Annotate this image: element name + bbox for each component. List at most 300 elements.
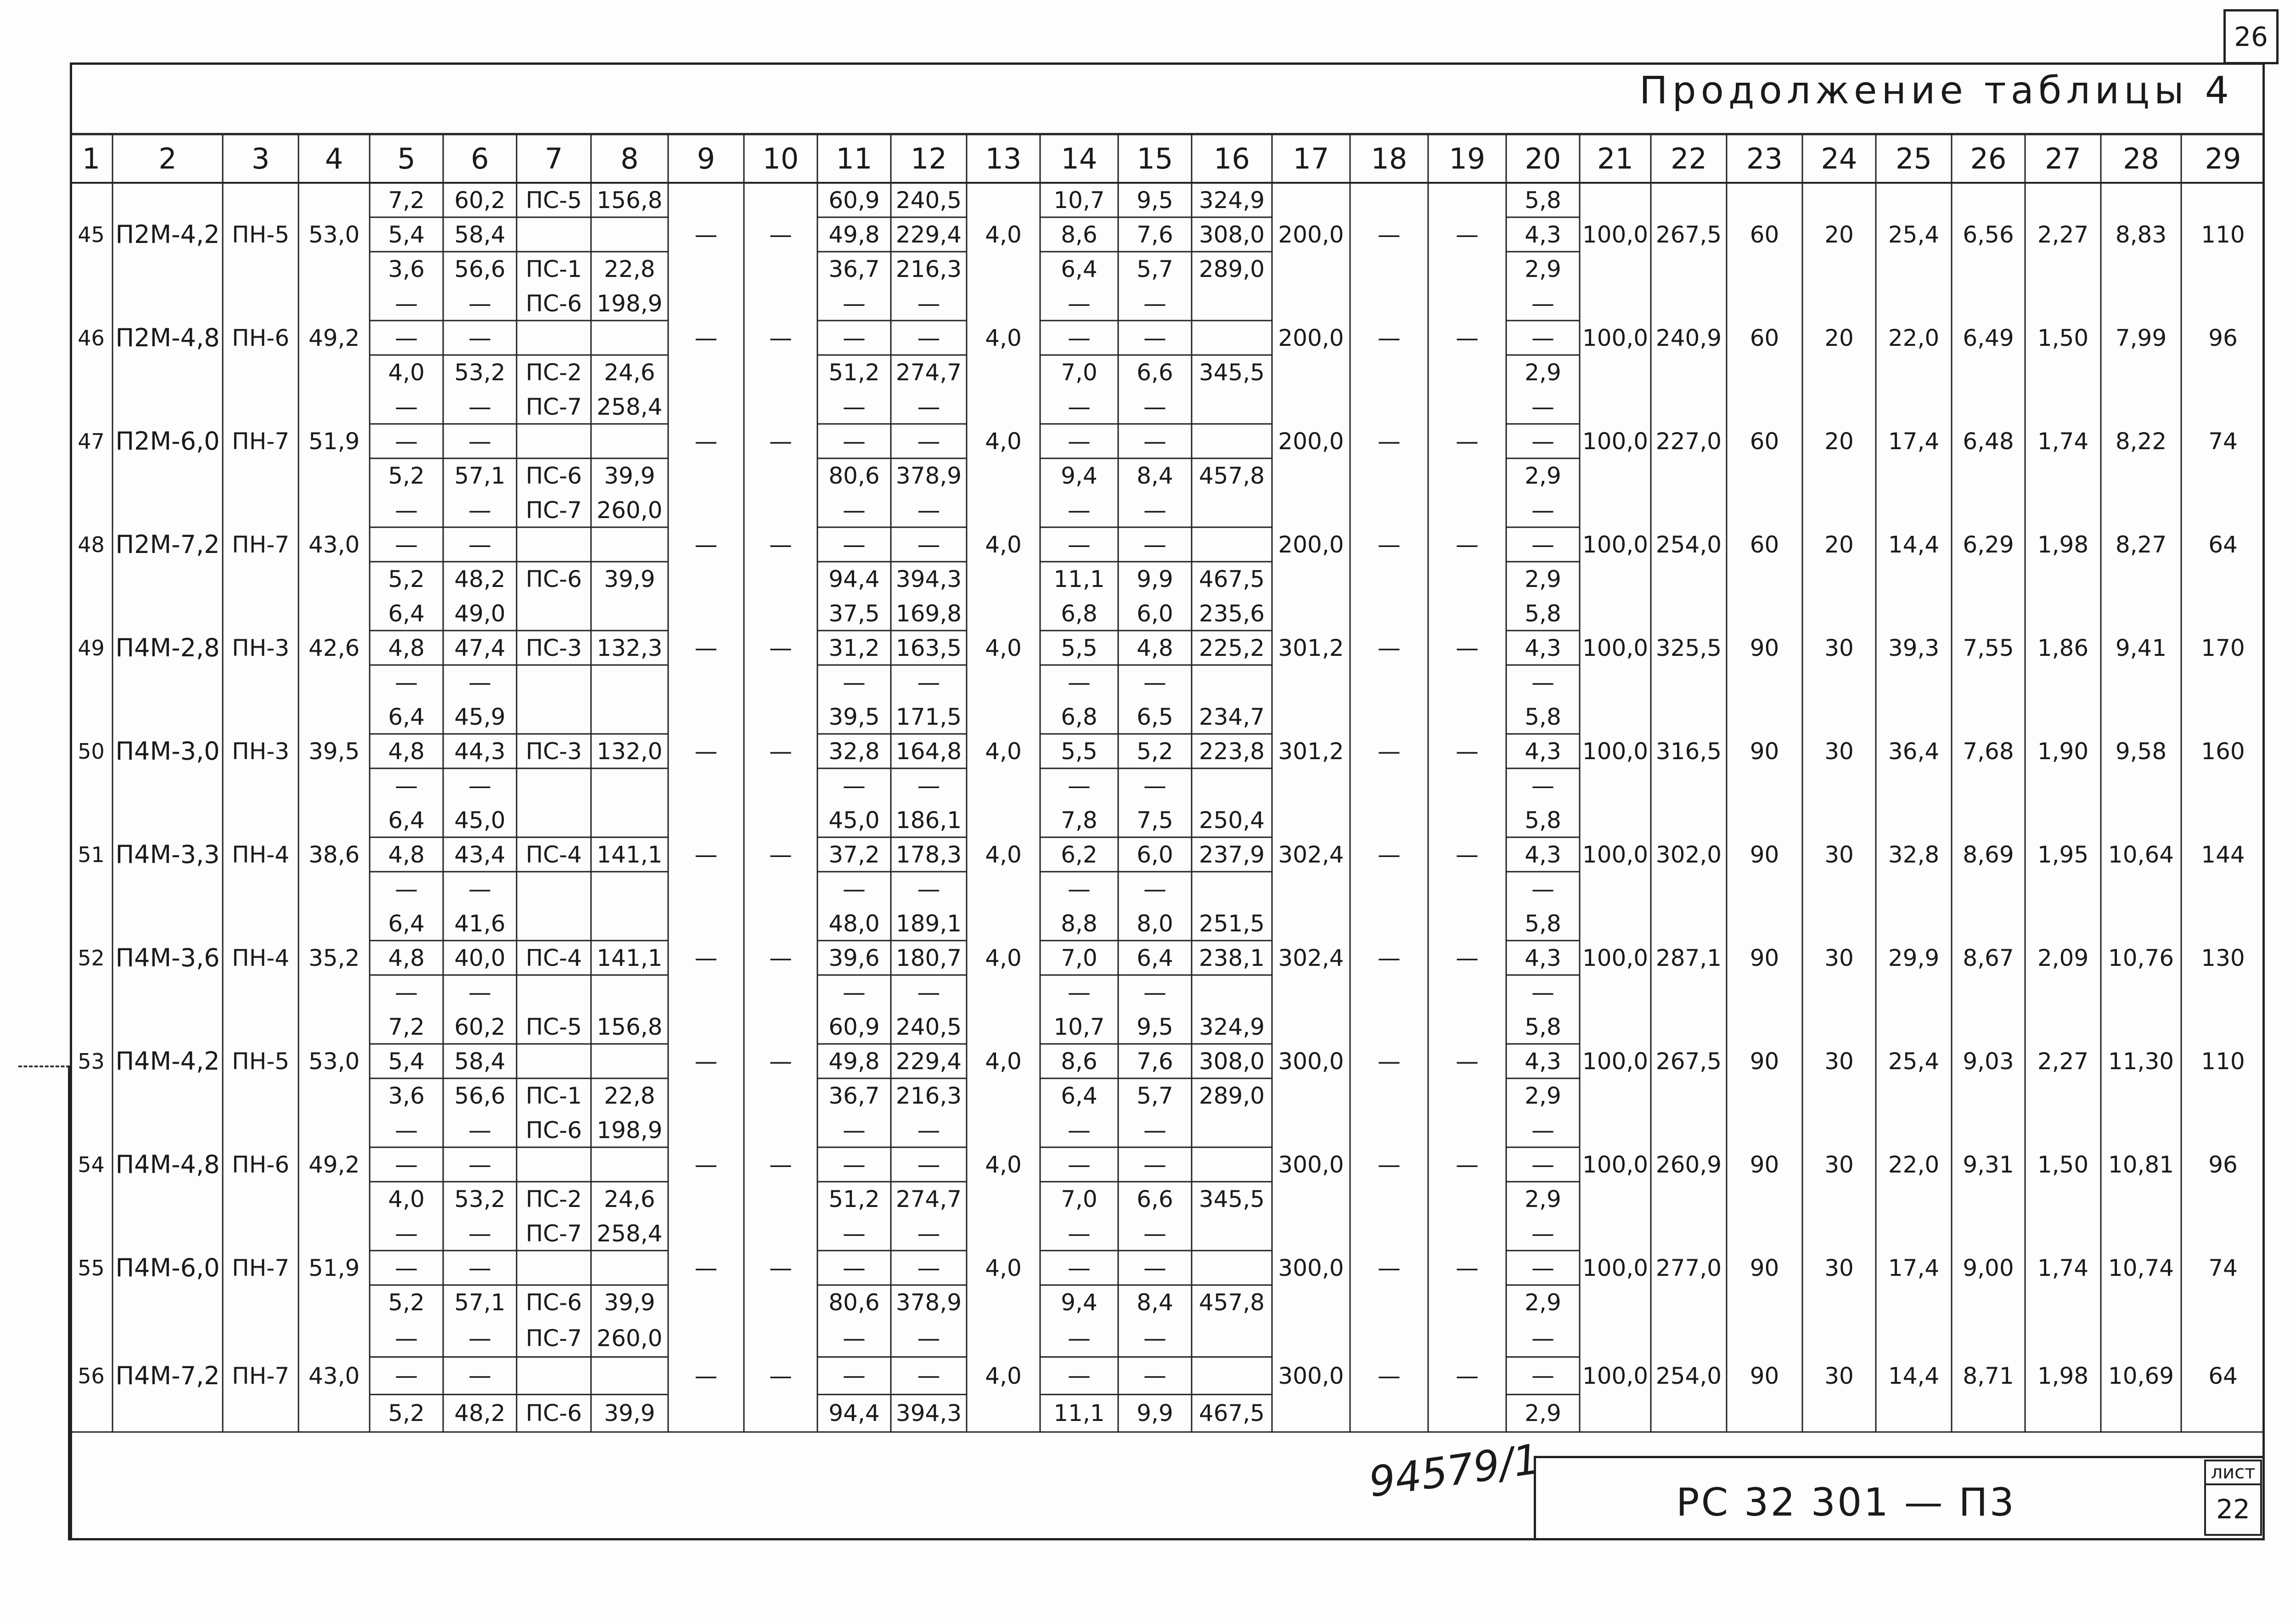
table-cell-value: ПС-3: [525, 634, 582, 661]
table-cell: 110: [2201, 221, 2245, 248]
table-cell-value: 6,6: [1137, 359, 1173, 386]
table-cell-value: —: [1531, 531, 1554, 558]
table-cell: 51: [78, 842, 105, 867]
table-cell: —: [694, 1362, 718, 1389]
table-cell: П2М-7,2: [115, 530, 220, 559]
table-cell-value: 345,5: [1199, 1185, 1265, 1212]
table-cell: 47: [78, 428, 105, 454]
table-cell: 30: [1824, 1362, 1854, 1389]
table-cell-value: 5,2: [388, 565, 425, 592]
table-cell-value: 225,2: [1199, 634, 1265, 661]
table-cell-value: 394,3: [895, 1400, 962, 1427]
column-number: 9: [697, 141, 715, 175]
table-cell-value: —: [1143, 393, 1166, 420]
table-cell-value: —: [1531, 428, 1554, 455]
table-cell: 4,0: [985, 738, 1022, 765]
table-cell-value: 7,0: [1061, 944, 1097, 971]
table-cell-value: —: [843, 1254, 866, 1281]
table-cell-value: ПС-7: [525, 1220, 582, 1247]
table-cell: —: [694, 324, 718, 351]
table-cell-value: —: [917, 1362, 940, 1389]
table-cell: 1,98: [2037, 1362, 2089, 1389]
table-cell: 53: [78, 1049, 105, 1074]
table-cell: П2М-6,0: [115, 427, 220, 456]
table-cell-value: 2,9: [1525, 359, 1561, 386]
table-cell-value: 7,0: [1061, 1185, 1097, 1212]
table-cell: 10,64: [2108, 841, 2174, 868]
table-cell-value: —: [1531, 1116, 1554, 1144]
table-cell-value: 40,0: [454, 944, 506, 971]
table-cell: П4М-3,0: [115, 737, 220, 766]
table-cell-value: —: [468, 1220, 491, 1247]
table-cell-value: —: [1143, 669, 1166, 696]
table-cell: —: [1456, 1254, 1479, 1281]
table-cell: 4,0: [985, 1254, 1022, 1281]
table-cell-value: 2,9: [1525, 1400, 1561, 1427]
table-cell-value: 274,7: [895, 1185, 962, 1212]
table-cell: —: [1456, 944, 1479, 971]
table-cell: 254,0: [1655, 1362, 1722, 1389]
table-cell-value: 39,9: [604, 565, 655, 592]
table-cell: 14,4: [1888, 1362, 1940, 1389]
table-cell-value: 289,0: [1199, 255, 1265, 282]
table-cell: 54: [78, 1152, 105, 1177]
table-cell: —: [1378, 944, 1401, 971]
table-cell: 60: [1750, 531, 1779, 558]
table-cell-value: 156,8: [597, 1013, 663, 1040]
table-cell-value: 57,1: [454, 1289, 506, 1316]
table-cell-value: 2,9: [1525, 462, 1561, 489]
table-cell-value: 58,4: [454, 221, 506, 248]
table-cell-value: ПС-2: [525, 1185, 582, 1212]
table-cell-value: 237,9: [1199, 841, 1265, 868]
table-cell-value: 7,8: [1061, 806, 1097, 834]
table-cell-value: 9,4: [1061, 1289, 1097, 1316]
table-cell-value: 457,8: [1199, 1289, 1265, 1316]
table-cell-value: 240,5: [895, 1013, 962, 1040]
table-cell-value: 6,0: [1137, 600, 1173, 627]
table-cell: —: [1456, 324, 1479, 351]
table-cell: 30: [1824, 634, 1854, 661]
table-cell: 51,9: [308, 428, 360, 455]
table-cell: 144: [2201, 841, 2245, 868]
table-cell: 90: [1750, 634, 1779, 661]
table-cell: 20: [1824, 324, 1854, 351]
table-cell-value: —: [1531, 1325, 1554, 1352]
table-cell-value: 5,5: [1061, 634, 1097, 661]
table-cell: 55: [78, 1255, 105, 1280]
table-cell-value: —: [395, 531, 418, 558]
table-cell: 240,9: [1655, 324, 1722, 351]
table-cell-value: 216,3: [895, 1082, 962, 1109]
table-cell: 60: [1750, 324, 1779, 351]
column-number: 12: [911, 141, 947, 175]
table-cell-value: —: [1143, 324, 1166, 351]
table-cell: 45: [78, 222, 105, 247]
table-cell-value: —: [917, 979, 940, 1006]
table-cell-value: 4,3: [1525, 944, 1561, 971]
table-cell-value: —: [395, 1325, 418, 1352]
table-cell: —: [1378, 634, 1401, 661]
table-cell: ПН-6: [231, 324, 290, 351]
table-cell-value: —: [917, 875, 940, 902]
table-cell: 300,0: [1278, 1254, 1344, 1281]
table-cell: 9,41: [2115, 634, 2167, 661]
table-cell-value: 6,4: [1061, 1082, 1097, 1109]
table-cell: 22,0: [1888, 324, 1940, 351]
table-cell: 6,49: [1963, 324, 2014, 351]
table-cell-value: —: [395, 324, 418, 351]
table-cell: 100,0: [1582, 738, 1649, 765]
table-cell: —: [769, 531, 792, 558]
table-cell-value: —: [468, 290, 491, 317]
sheet-label: лист: [2204, 1460, 2262, 1485]
table-cell-value: 274,7: [895, 359, 962, 386]
table-cell-value: —: [468, 428, 491, 455]
table-cell: 200,0: [1278, 324, 1344, 351]
table-cell: 30: [1824, 944, 1854, 971]
table-cell-value: 47,4: [454, 634, 506, 661]
table-cell-value: —: [1531, 1254, 1554, 1281]
table-cell-value: 31,2: [828, 634, 880, 661]
column-number: 8: [620, 141, 639, 175]
table-cell: 100,0: [1582, 221, 1649, 248]
table-cell-value: —: [917, 1254, 940, 1281]
table-cell-value: 189,1: [895, 910, 962, 937]
table-cell-value: ПС-1: [525, 255, 582, 282]
column-number: 28: [2123, 141, 2159, 175]
table-cell-value: 10,7: [1053, 1013, 1105, 1040]
table-cell: 64: [2208, 531, 2238, 558]
table-cell-value: 180,7: [895, 944, 962, 971]
table-cell-value: —: [468, 772, 491, 799]
table-cell-value: —: [917, 669, 940, 696]
table-cell-value: ПС-1: [525, 1082, 582, 1109]
table-cell-value: —: [395, 290, 418, 317]
column-number: 18: [1371, 141, 1407, 175]
table-cell: —: [694, 1151, 718, 1178]
table-cell: 254,0: [1655, 531, 1722, 558]
table-cell-value: 7,2: [388, 1013, 425, 1040]
table-cell-value: —: [468, 1254, 491, 1281]
table-cell-value: —: [395, 979, 418, 1006]
table-cell-value: 5,8: [1525, 600, 1561, 627]
table-cell: 6,56: [1963, 221, 2014, 248]
table-cell-value: —: [843, 1220, 866, 1247]
table-cell-value: 4,3: [1525, 634, 1561, 661]
table-cell-value: ПС-6: [525, 1289, 582, 1316]
table-cell-value: —: [468, 1325, 491, 1352]
table-cell-value: 169,8: [895, 600, 962, 627]
table-cell: 325,5: [1655, 634, 1722, 661]
table-cell-value: ПС-6: [525, 1116, 582, 1144]
table-cell: 4,0: [985, 324, 1022, 351]
table-cell-value: 3,6: [388, 1082, 425, 1109]
table-cell-value: 7,6: [1137, 1048, 1173, 1075]
table-cell-value: —: [1143, 1151, 1166, 1178]
table-cell-value: —: [468, 324, 491, 351]
column-number: 6: [471, 141, 489, 175]
table-cell-value: 4,8: [388, 944, 425, 971]
sheet-value: 22: [2204, 1484, 2262, 1536]
table-cell-value: —: [1068, 1151, 1091, 1178]
table-cell: 1,90: [2037, 738, 2089, 765]
table-cell-value: 39,9: [604, 1289, 655, 1316]
table-cell: 4,0: [985, 1151, 1022, 1178]
column-number: 7: [545, 141, 563, 175]
table-cell-value: —: [843, 772, 866, 799]
table-cell: —: [769, 428, 792, 455]
table-cell-value: 308,0: [1199, 221, 1265, 248]
table-cell-value: 240,5: [895, 186, 962, 214]
table-cell: 17,4: [1888, 1254, 1940, 1281]
table-cell: 90: [1750, 841, 1779, 868]
table-cell-value: —: [1531, 669, 1554, 696]
table-cell: —: [1456, 221, 1479, 248]
table-cell: 100,0: [1582, 634, 1649, 661]
table-cell: 64: [2208, 1362, 2238, 1389]
table-cell-value: 6,8: [1061, 703, 1097, 730]
column-number: 11: [836, 141, 872, 175]
table-cell: —: [694, 738, 718, 765]
column-number: 26: [1970, 141, 2007, 175]
table-cell: —: [694, 634, 718, 661]
table-cell-value: 51,2: [828, 1185, 880, 1212]
table-cell-value: —: [917, 324, 940, 351]
table-cell-value: 6,4: [388, 600, 425, 627]
table-cell-value: —: [395, 1362, 418, 1389]
table-cell: 53,0: [308, 1048, 360, 1075]
table-cell-value: 5,7: [1137, 255, 1173, 282]
table-cell-value: —: [1068, 979, 1091, 1006]
table-cell-value: —: [1531, 772, 1554, 799]
table-cell: —: [694, 531, 718, 558]
table-cell-value: 45,9: [454, 703, 506, 730]
table-cell: —: [1378, 221, 1401, 248]
table-cell: 170: [2201, 634, 2245, 661]
table-cell: 100,0: [1582, 1254, 1649, 1281]
table-cell-value: 39,6: [828, 944, 880, 971]
table-cell: 9,58: [2115, 738, 2167, 765]
table-cell-value: —: [1531, 979, 1554, 1006]
table-cell-value: 45,0: [454, 806, 506, 834]
table-cell: 4,0: [985, 634, 1022, 661]
table-cell-value: —: [917, 1116, 940, 1144]
table-cell-value: ПС-6: [525, 462, 582, 489]
table-cell: —: [1378, 531, 1401, 558]
table-cell: ПН-6: [231, 1151, 290, 1178]
table-cell: 267,5: [1655, 1048, 1722, 1075]
table-cell: 100,0: [1582, 944, 1649, 971]
table-cell: 7,99: [2115, 324, 2167, 351]
table-cell-value: 250,4: [1199, 806, 1265, 834]
table-cell-value: 5,2: [388, 1289, 425, 1316]
table-cell: 8,83: [2115, 221, 2167, 248]
table-cell-value: 5,4: [388, 221, 425, 248]
table-cell-value: 41,6: [454, 910, 506, 937]
table-cell-value: 80,6: [828, 462, 880, 489]
table-cell: 100,0: [1582, 531, 1649, 558]
table-cell-value: ПС-4: [525, 944, 582, 971]
table-cell-value: 4,0: [388, 359, 425, 386]
table-cell: 8,69: [1963, 841, 2014, 868]
table-cell-value: —: [1068, 1254, 1091, 1281]
table-cell: —: [1378, 324, 1401, 351]
table-cell: 39,3: [1888, 634, 1940, 661]
table-cell-value: —: [843, 531, 866, 558]
table-cell-value: —: [1143, 1220, 1166, 1247]
column-number: 22: [1671, 141, 1707, 175]
table-cell: 90: [1750, 1048, 1779, 1075]
table-cell: 8,22: [2115, 428, 2167, 455]
table-cell-value: 4,8: [388, 634, 425, 661]
table-cell: ПН-7: [231, 428, 290, 455]
table-cell-value: —: [1143, 1325, 1166, 1352]
table-cell-value: —: [1143, 875, 1166, 902]
table-cell: 30: [1824, 1151, 1854, 1178]
table-cell: —: [1378, 1048, 1401, 1075]
table-cell-value: —: [1068, 1220, 1091, 1247]
table-cell: 51,9: [308, 1254, 360, 1281]
table-cell-value: 6,4: [388, 910, 425, 937]
table-cell-value: —: [1531, 1220, 1554, 1247]
table-cell: 4,0: [985, 944, 1022, 971]
column-number: 19: [1449, 141, 1486, 175]
table-cell-value: 9,9: [1137, 1400, 1173, 1427]
table-cell: —: [694, 221, 718, 248]
table-cell-value: —: [843, 1116, 866, 1144]
table-cell: П4М-4,2: [115, 1047, 220, 1076]
table-cell-value: 45,0: [828, 806, 880, 834]
table-cell: 14,4: [1888, 531, 1940, 558]
table-cell-value: 198,9: [597, 290, 663, 317]
table-cell-value: 5,8: [1525, 1013, 1561, 1040]
table-cell-value: —: [917, 531, 940, 558]
table-cell-value: 2,9: [1525, 255, 1561, 282]
table-cell-value: 94,4: [828, 1400, 880, 1427]
table-cell-value: 60,2: [454, 186, 506, 214]
table-cell: 301,2: [1278, 738, 1344, 765]
table-cell: 160: [2201, 738, 2245, 765]
table-cell-value: 2,9: [1525, 1185, 1561, 1212]
table-cell: 35,2: [308, 944, 360, 971]
table-cell-value: 24,6: [604, 359, 655, 386]
table-cell: 100,0: [1582, 324, 1649, 351]
table-cell-value: 223,8: [1199, 738, 1265, 765]
table-cell: 100,0: [1582, 1048, 1649, 1075]
table-cell: П4М-2,8: [115, 633, 220, 662]
table-cell-value: 6,4: [1061, 255, 1097, 282]
table-cell: 10,76: [2108, 944, 2174, 971]
table-cell-value: 141,1: [597, 841, 663, 868]
table-cell-value: 4,3: [1525, 221, 1561, 248]
table-cell: —: [1456, 531, 1479, 558]
table-cell-value: —: [1531, 324, 1554, 351]
table-cell-value: 171,5: [895, 703, 962, 730]
table-cell-value: 11,1: [1053, 1400, 1105, 1427]
table-cell: —: [1378, 738, 1401, 765]
table-cell-value: —: [395, 496, 418, 524]
table-cell-value: —: [1143, 1254, 1166, 1281]
table-cell: 200,0: [1278, 428, 1344, 455]
table-cell-value: 6,2: [1061, 841, 1097, 868]
table-cell: —: [769, 1254, 792, 1281]
table-cell-value: —: [395, 772, 418, 799]
table-cell-value: —: [468, 979, 491, 1006]
table-cell-value: —: [1068, 1325, 1091, 1352]
table-cell-value: 56,6: [454, 1082, 506, 1109]
table-cell: —: [694, 944, 718, 971]
table-cell-value: 394,3: [895, 565, 962, 592]
table-cell-value: 235,6: [1199, 600, 1265, 627]
table-cell-value: —: [1143, 496, 1166, 524]
table-cell-value: —: [843, 324, 866, 351]
table-cell: 49,2: [308, 1151, 360, 1178]
column-number: 23: [1746, 141, 1783, 175]
table-cell-value: —: [843, 290, 866, 317]
table-cell-value: —: [1068, 1362, 1091, 1389]
table-cell-value: 8,6: [1061, 1048, 1097, 1075]
table-cell: 2,09: [2037, 944, 2089, 971]
table-cell-value: ПС-3: [525, 738, 582, 765]
table-cell-value: 49,8: [828, 221, 880, 248]
table-cell-value: —: [917, 290, 940, 317]
table-cell: —: [769, 944, 792, 971]
table-cell-value: —: [1068, 496, 1091, 524]
table-cell-value: —: [1531, 496, 1554, 524]
table-cell: 287,1: [1655, 944, 1722, 971]
table-cell: —: [1456, 738, 1479, 765]
table-cell: П4М-4,8: [115, 1150, 220, 1179]
table-cell-value: 163,5: [895, 634, 962, 661]
column-number: 15: [1137, 141, 1173, 175]
column-number: 14: [1061, 141, 1097, 175]
table-cell: 4,0: [985, 221, 1022, 248]
table-cell-value: 24,6: [604, 1185, 655, 1212]
table-cell-value: 8,8: [1061, 910, 1097, 937]
table-cell-value: 260,0: [597, 496, 663, 524]
table-cell: 300,0: [1278, 1048, 1344, 1075]
table-cell-value: 7,6: [1137, 221, 1173, 248]
table-cell: 29,9: [1888, 944, 1940, 971]
table-cell-value: 132,0: [597, 738, 663, 765]
table-cell-value: 4,8: [388, 841, 425, 868]
table-cell-value: 216,3: [895, 255, 962, 282]
table-cell: 10,74: [2108, 1254, 2174, 1281]
table-cell-value: —: [468, 1362, 491, 1389]
table-cell-value: 60,9: [828, 186, 880, 214]
table-cell-value: 258,4: [597, 1220, 663, 1247]
table-cell: 300,0: [1278, 1362, 1344, 1389]
table-cell: 4,0: [985, 841, 1022, 868]
table-cell: 1,50: [2037, 1151, 2089, 1178]
table-cell: 96: [2208, 1151, 2238, 1178]
table-cell-value: —: [1068, 875, 1091, 902]
table-cell: ПН-3: [231, 738, 290, 765]
table-cell: 4,0: [985, 531, 1022, 558]
table-cell-value: 43,4: [454, 841, 506, 868]
table-cell-value: ПС-4: [525, 841, 582, 868]
table-cell-value: —: [1531, 875, 1554, 902]
column-number: 4: [325, 141, 343, 175]
table-cell: 1,74: [2037, 428, 2089, 455]
inventory-number: 94579/1: [1366, 1435, 1543, 1507]
column-number: 2: [158, 141, 177, 175]
table-cell-value: 48,0: [828, 910, 880, 937]
table-cell-value: 5,8: [1525, 186, 1561, 214]
table-cell-value: ПС-6: [525, 565, 582, 592]
table-cell: П2М-4,2: [115, 220, 220, 249]
